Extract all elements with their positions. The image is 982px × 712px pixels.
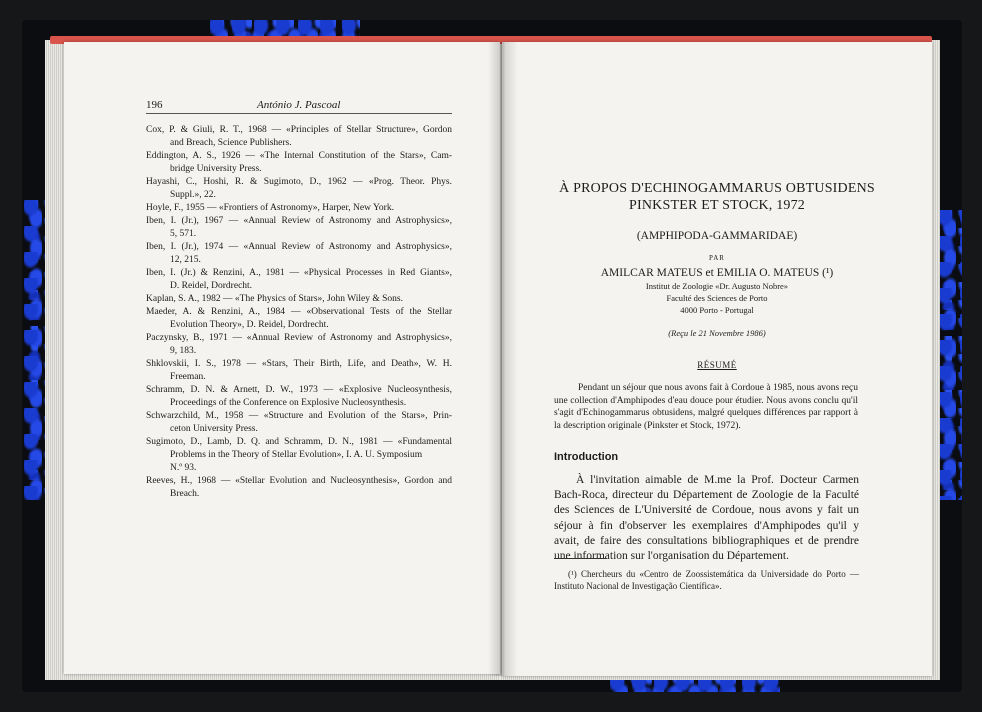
reference-line: Iben, I. (Jr.), 1967 — «Annual Review of Astronomy and Astrophysics», [146, 216, 452, 226]
reference-entry [146, 384, 452, 410]
book-gutter [488, 42, 518, 676]
reference-continuation: Freeman. [170, 372, 206, 382]
reference-entry [146, 267, 452, 293]
resume-paragraph: Pendant un séjour que nous avons fait à Cordoue à 1985, nous avons reçu une collection d'Amphipodes d'eau douce pour étudier. Nous avons conclu qu'il s'agit d'Echinogammarus obtusidens, malgré quelques différences par rapport à la description originale (Pinkster et Stock, 1972). [554, 383, 858, 431]
running-head [146, 99, 452, 114]
reference-entry [146, 176, 452, 202]
reference-continuation: N.º 93. [170, 463, 197, 473]
reference-entry [146, 306, 452, 332]
reference-entry [146, 241, 452, 267]
reference-line: Kaplan, S. A., 1982 — «The Physics of Stars», John Wiley & Sons. [146, 294, 403, 304]
reference-continuation: 12, 215. [170, 255, 201, 265]
by-label: PAR [709, 254, 725, 262]
institution-line: Institut de Zoologie «Dr. Augusto Nobre» [645, 281, 789, 291]
intro-paragraph: À l'invitation aimable de M.me la Prof. Docteur Carmen Bach-Roca, directeur du Département de Zoologie de la Faculté des Sciences de L'Université de Cordoue, nous avons y fait un séjour à fin d'observer les exemplaires d'Amphipodes qu'il y avait, de faire des consultations bibliographiques et de prendre une information sur l'organisation du Département. [554, 474, 859, 563]
resume-heading: RÉSUMÉ [697, 360, 737, 370]
reference-line: Reeves, H., 1968 — «Stellar Evolution and Nucleosynthesis», Gordon and [146, 476, 452, 486]
reference-continuation: and Breach, Science Publishers. [170, 138, 292, 148]
reference-line: Schramm, D. N. & Arnett, D. W., 1973 — «Explosive Nucleosynthesis, [146, 385, 452, 395]
reference-entry [146, 124, 452, 150]
reference-entry [146, 436, 452, 475]
reference-continuation: Evolution Theory», D. Reidel, Dordrecht. [170, 320, 329, 330]
reference-entry [146, 475, 452, 501]
reference-continuation: Problems in the Theory of Stellar Evolution», I. A. U. Symposium [170, 450, 423, 460]
reference-entry [146, 358, 452, 384]
received-date: (Reçu le 21 Novembre 1986) [668, 328, 766, 338]
reference-continuation: bridge University Press. [170, 164, 262, 174]
reference-entry [146, 202, 452, 215]
reference-line: Paczynsky, B., 1971 — «Annual Review of Astronomy and Astrophysics», [146, 333, 452, 343]
reference-continuation: 9, 183. [170, 346, 197, 356]
reference-line: Hoyle, F., 1955 — «Frontiers of Astronomy», Harper, New York. [146, 203, 394, 213]
section-heading: Introduction [554, 451, 619, 463]
reference-line: Iben, I. (Jr.), 1974 — «Annual Review of Astronomy and Astrophysics», [146, 242, 452, 252]
reference-entry [146, 410, 452, 436]
reference-line: Eddington, A. S., 1926 — «The Internal Constitution of the Stars», Cam- [146, 151, 452, 161]
article-authors: AMILCAR MATEUS et EMILIA O. MATEUS (¹) [600, 267, 834, 279]
running-head-author: António J. Pascoal [257, 99, 341, 111]
article-title-line2: PINKSTER ET STOCK, 1972 [629, 198, 805, 213]
marbled-endpaper-right [938, 210, 962, 500]
reference-continuation: Breach. [170, 489, 200, 499]
article-subtitle: (AMPHIPODA-GAMMARIDAE) [636, 230, 798, 242]
footnote: (¹) Chercheurs du «Centro de Zoossistemática da Universidade do Porto — Instituto Nacional de Investigação Científica». [554, 569, 859, 591]
reference-entry [146, 332, 452, 358]
article-header [532, 180, 902, 370]
reference-continuation: 5, 571. [170, 229, 197, 239]
reference-line: Hayashi, C., Hoshi, R. & Sugimoto, D., 1962 — «Prog. Theor. Phys. [146, 177, 452, 187]
reference-line: Iben, I. (Jr.) & Renzini, A., 1981 — «Physical Processes in Red Giants», [146, 268, 452, 278]
reference-list [146, 124, 452, 501]
footnote-rule [554, 558, 606, 559]
institution-line: Faculté des Sciences de Porto [666, 293, 768, 303]
reference-continuation: D. Reidel, Dordrecht. [170, 281, 253, 291]
reference-line: Cox, P. & Giuli, R. T., 1968 — «Principles of Stellar Structure», Gordon [146, 125, 452, 135]
reference-entry [146, 293, 452, 306]
page-number: 196 [146, 99, 163, 111]
reference-line: Shklovskii, I. S., 1978 — «Stars, Their Birth, Life, and Death», W. H. [146, 359, 452, 369]
reference-line: Sugimoto, D., Lamb, D. Q. and Schramm, D. N., 1981 — «Fundamental [146, 437, 452, 447]
reference-continuation: ceton University Press. [170, 424, 258, 434]
reference-continuation: Suppl.», 22. [170, 190, 216, 200]
reference-line: Schwarzchild, M., 1958 — «Structure and Evolution of the Stars», Prin- [146, 411, 452, 421]
reference-entry [146, 150, 452, 176]
reference-continuation: Proceedings of the Conference on Explosive Nucleosynthesis. [170, 398, 407, 408]
institution-line: 4000 Porto - Portugal [680, 305, 754, 315]
reference-entry [146, 215, 452, 241]
reference-line: Maeder, A. & Renzini, A., 1984 — «Observational Tests of the Stellar [146, 307, 452, 317]
article-title-line1: À PROPOS D'ECHINOGAMMARUS OBTUSIDENS [559, 181, 875, 196]
